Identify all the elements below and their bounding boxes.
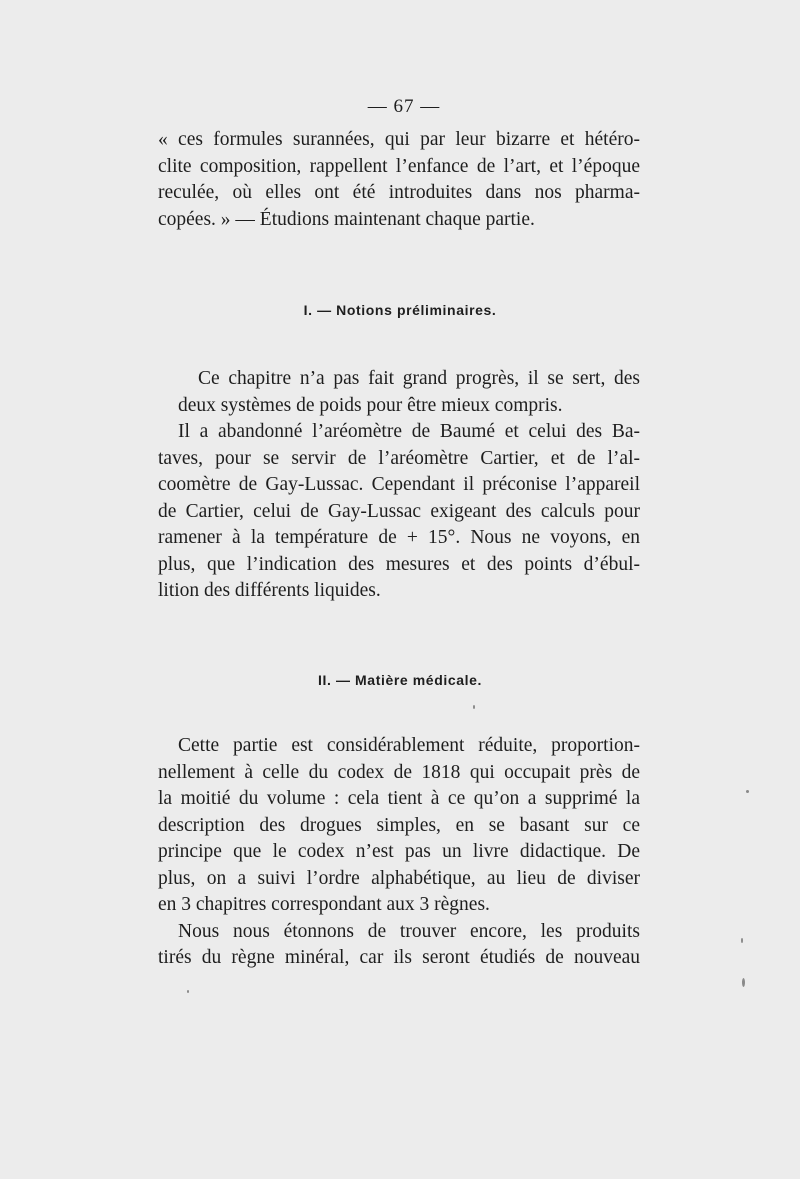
section2-body (158, 733, 640, 972)
text-line: reculée, où elles ont été introduites dans nos pharma- (158, 182, 640, 203)
text-line: de Cartier, celui de Gay-Lussac exigeant des calculs pour (158, 500, 640, 522)
text-line: copées. » — Étudions maintenant chaque partie. (158, 208, 535, 230)
text-line: lition des différents liquides. (158, 580, 381, 601)
text-line: tirés du règne minéral, car ils seront étudiés de nouveau (158, 947, 640, 968)
text-line: plus, que l’indication des mesures et des points d’ébul- (158, 553, 640, 575)
text-line: Il a abandonné l’aréomètre de Baumé et celui des Ba- (178, 421, 640, 442)
page-number: — 67 — (367, 96, 441, 117)
text-line: Nous nous étonnons de trouver encore, les produits (178, 920, 640, 942)
text-line: ramener à la température de + 15°. Nous ne voyons, en (158, 527, 640, 548)
text-line: description des drogues simples, en se basant sur ce (158, 814, 640, 836)
text-line: clite composition, rappellent l’enfance de l’art, et l’époque (158, 155, 640, 177)
text-line: « ces formules surannées, qui par leur bizarre et hétéro- (158, 129, 640, 150)
text-line: deux systèmes de poids pour être mieux compris. (178, 394, 563, 416)
intro-paragraph (158, 127, 640, 233)
text-line: principe que le codex n’est pas un livre didactique. De (158, 841, 640, 862)
paragraph (158, 733, 640, 919)
section-heading-1: I. — Notions préliminaires. (303, 302, 497, 318)
text-line: plus, on a suivi l’ordre alphabétique, au lieu de diviser (158, 867, 640, 889)
scan-speck (473, 705, 475, 709)
paragraph (158, 419, 640, 605)
text-line: la moitié du volume : cela tient à ce qu’on a supprimé la (158, 788, 640, 809)
scan-speck (741, 938, 743, 943)
paragraph (158, 366, 640, 419)
text-line: Cette partie est considérablement réduite, proportion- (178, 735, 640, 756)
scan-speck (742, 978, 745, 987)
text-line: taves, pour se servir de l’aréomètre Cartier, et de l’al- (158, 447, 640, 469)
text-line: Ce chapitre n’a pas fait grand progrès, il se sert, des (198, 368, 640, 389)
section-heading-2: II. — Matière médicale. (318, 672, 482, 688)
scan-speck (746, 790, 749, 793)
paragraph (158, 919, 640, 972)
text-line: coomètre de Gay-Lussac. Cependant il préconise l’appareil (158, 474, 640, 495)
paragraph (158, 127, 640, 233)
section1-body (158, 366, 640, 605)
text-line: nellement à celle du codex de 1818 qui occupait près de (158, 761, 640, 783)
scan-speck (187, 990, 189, 993)
text-line: en 3 chapitres correspondant aux 3 règnes. (158, 894, 490, 915)
